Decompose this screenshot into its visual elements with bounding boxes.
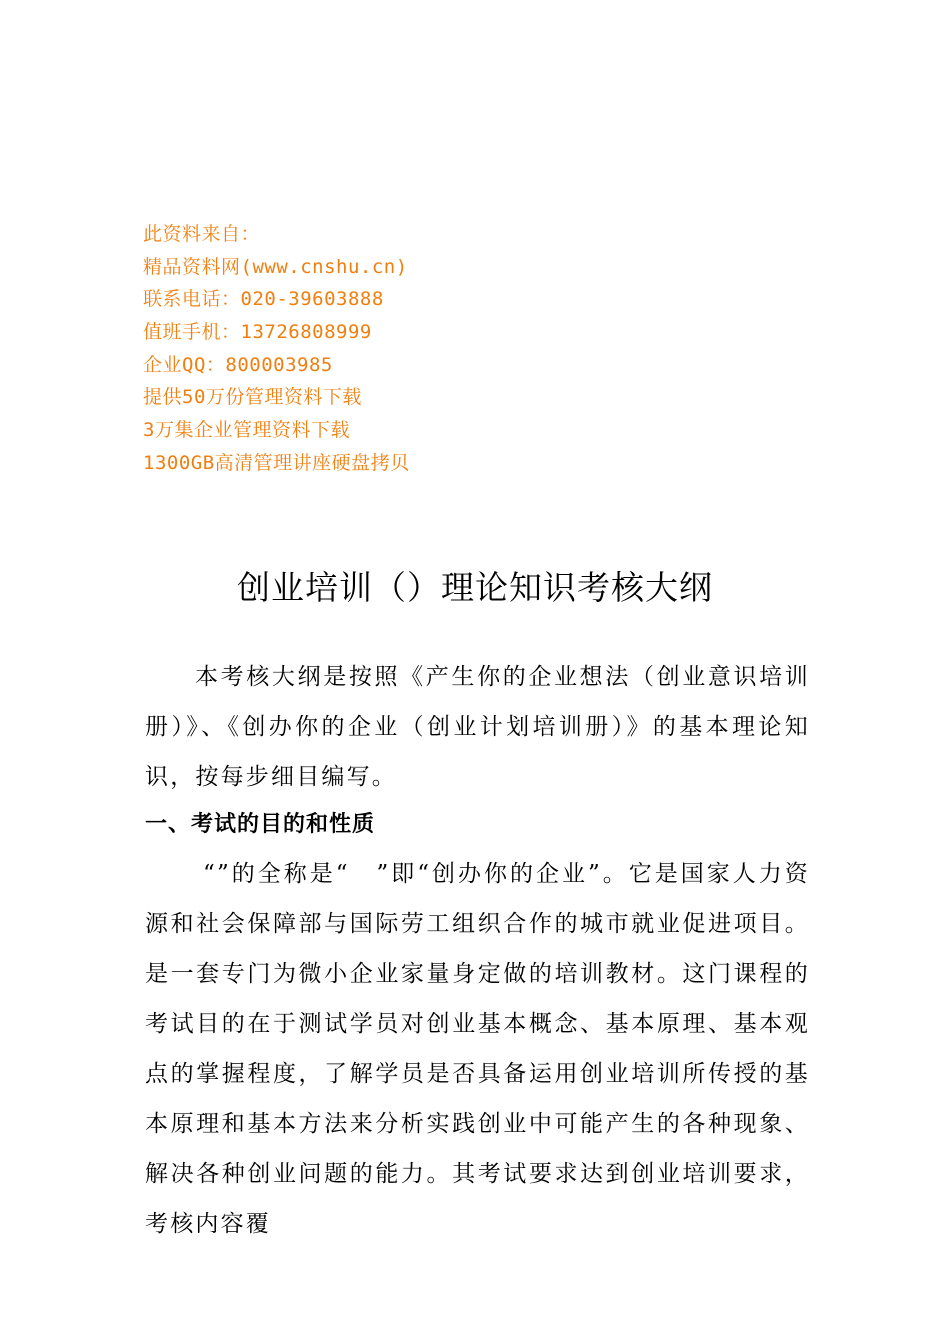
source-info-block bbox=[143, 218, 563, 480]
source-line-offer-1: 提供50万份管理资料下载 bbox=[143, 386, 362, 409]
section-heading: 一、考试的目的和性质 bbox=[145, 812, 376, 837]
section-paragraph: “”的全称是“ ”即“创办你的企业”。它是国家人力资源和社会保障部与国际劳工组织合作的城市就业促进项目。是一套专门为微小企业家量身定做的培训教材。这门课程的考试目的在于测试学员对创业基本概念、基本原理、基本观点的掌握程度，了解学员是否具备运用创业培训所传授的基本原理和基本方法来分析实践创业中可能产生的各种现象、解决各种创业问题的能力。其考试要求达到创业培训要求，考核内容覆 bbox=[145, 861, 810, 1237]
source-line-phone: 联系电话：020-39603888 bbox=[143, 288, 384, 311]
document-title: 创业培训（）理论知识考核大纲 bbox=[237, 568, 713, 607]
source-line-qq: 企业QQ：800003985 bbox=[143, 353, 333, 376]
intro-paragraph: 本考核大纲是按照《产生你的企业想法（创业意识培训册）》、《创办你的企业（创业计划培训册）》的基本理论知识，按每步细目编写。 bbox=[145, 664, 810, 790]
source-line-website: 精品资料网(www.cnshu.cn) bbox=[143, 255, 408, 278]
source-line-offer-3: 1300GB高清管理讲座硬盘拷贝 bbox=[143, 451, 410, 474]
source-line-header: 此资料来自： bbox=[143, 223, 261, 245]
source-line-mobile: 值班手机：13726808999 bbox=[143, 321, 372, 344]
source-line-offer-2: 3万集企业管理资料下载 bbox=[143, 419, 350, 442]
